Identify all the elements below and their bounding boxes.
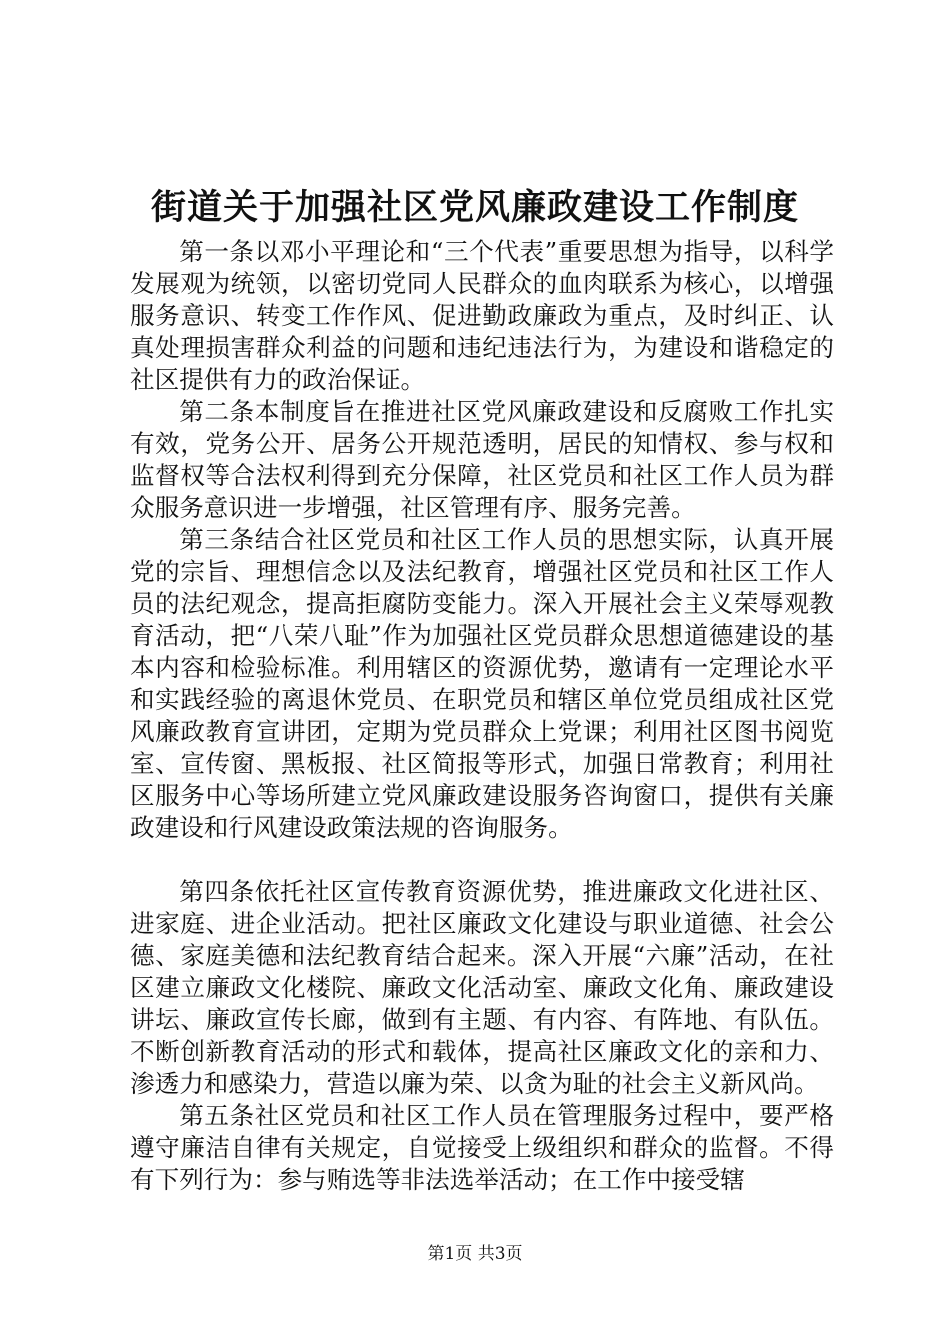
paragraph-article-1: 第一条以邓小平理论和“三个代表”重要思想为指导，以科学发展观为统领，以密切党同人民群众的血肉联系为核心，以增强服务意识、转变工作作风、促进勤政廉政为重点，及时纠正、认真处理损害群众利益的问题和违纪违法行为，为建设和谐稳定的社区提供有力的政治保证。 [130,237,834,394]
paragraph-article-2: 第二条本制度旨在推进社区党风廉政建设和反腐败工作扎实有效，党务公开、居务公开规范透明，居民的知情权、参与权和监督权等合法权利得到充分保障，社区党员和社区工作人员为群众服务意识进一步增强，社区管理有序、服务完善。 [130,397,834,522]
document-title: 街道关于加强社区党风廉政建设工作制度 [150,187,799,228]
document-body [130,236,834,1196]
paragraph-article-3: 第三条结合社区党员和社区工作人员的思想实际，认真开展党的宗旨、理想信念以及法纪教育，增强社区党员和社区工作人员的法纪观念，提高拒腐防变能力。深入开展社会主义荣辱观教育活动，把“八荣八耻”作为加强社区党员群众思想道德建设的基本内容和检验标准。利用辖区的资源优势，邀请有一定理论水平和实践经验的离退休党员、在职党员和辖区单位党员组成社区党风廉政教育宣讲团，定期为党员群众上党课；利用社区图书阅览室、宣传窗、黑板报、社区简报等形式，加强日常教育；利用社区服务中心等场所建立党风廉政建设服务咨询窗口，提供有关廉政建设和行风建设政策法规的咨询服务。 [130,525,834,842]
page-number-footer: 第1页 共3页 [427,1244,523,1264]
paragraph-article-4: 第四条依托社区宣传教育资源优势，推进廉政文化进社区、进家庭、进企业活动。把社区廉政文化建设与职业道德、社会公德、家庭美德和法纪教育结合起来。深入开展“六廉”活动，在社区建立廉政文化楼院、廉政文化活动室、廉政文化角、廉政建设讲坛、廉政宣传长廊，做到有主题、有内容、有阵地、有队伍。不断创新教育活动的形式和载体，提高社区廉政文化的亲和力、渗透力和感染力，营造以廉为荣、以贪为耻的社会主义新风尚。 [130,877,834,1098]
paragraph-article-5: 第五条社区党员和社区工作人员在管理服务过程中，要严格遵守廉洁自律有关规定，自觉接受上级组织和群众的监督。不得有下列行为：参与贿选等非法选举活动；在工作中接受辖 [130,1101,834,1194]
